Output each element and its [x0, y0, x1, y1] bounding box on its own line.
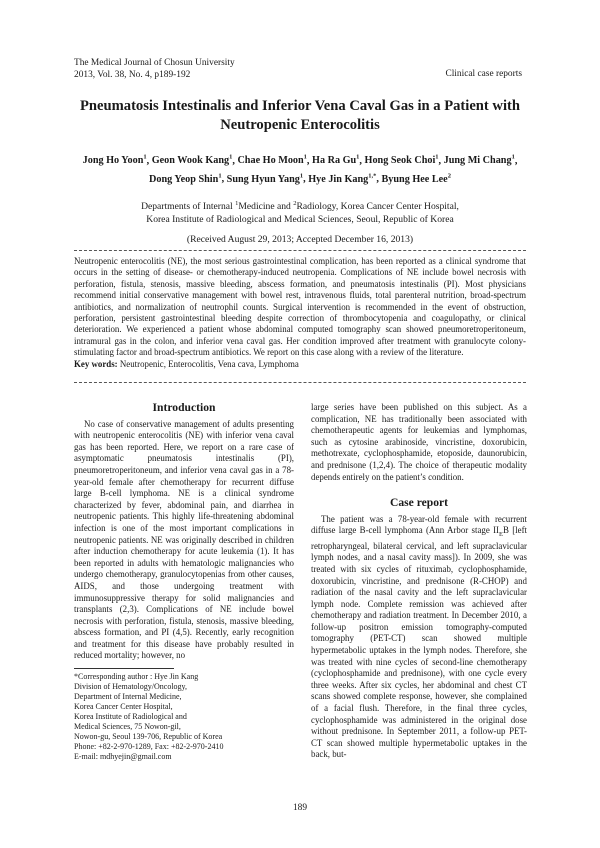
- author-affiliation-mark: 1: [299, 172, 304, 180]
- case-text-pre: The patient was a 78-year-old female with recurrent diffuse large B-cell lymphoma (Ann Arbor stage II: [311, 513, 527, 536]
- author-name: Geon Wook Kang$^1$: [151, 154, 233, 167]
- abstract-text: Neutropenic enterocolitis (NE), the most serious gastrointestinal complication, has been reported as a clinical syndrome that occurs in the setting of disease- or chemotherapy-induced neutropenia. Complications of NE include bowel necrosis with perforation, fistula, stenosis, massive bleeding, abscess formation, and pneumatosis intestinalis (PI). Most physicians recommend initial conservative management with bowel rest, intravenous fluids, total parenteral nutrition, broad-spectrum antibiotics, and normalization of neutrophil counts. Surgical intervention is recommended in the event of obstruction, perforation, persistent gastrointestinal bleeding despite correction of thrombocytopenia and coagulopathy, or clinical deterioration. We experienced a patient whose abdominal computed tomography scan showed pneumoretroperitoneum, intramural gas in the colon, and inferior vena caval gas. Her condition improved after treatment with granulocyte colony-stimulating factor and broad-spectrum antibiotics. We report on this case along with a review of the literature.: [74, 256, 526, 358]
- affiliation-mid: Medicine and: [238, 201, 294, 213]
- footnote-separator: [74, 668, 174, 669]
- case-report-heading: Case report: [389, 496, 449, 510]
- author-name: Jong Ho Yoon$^1$: [82, 154, 147, 167]
- author-affiliation-mark: 1: [303, 154, 307, 161]
- corresponding-author-footnote: *Corresponding author : Hye Jin Kang Division of Hematology/Oncology, Department of Internal Medicine, Korea Cancer Center Hospital, Korea Institute of Radiological and Medical Sciences, 75 Nowon-gil, Nowon-gu, Seoul 139-706, Republic of Korea Phone: +82-2-970-1289, Fax: +82-2-970-2410 E-mail: mdhyejin@gmail.com: [74, 672, 224, 761]
- keywords-text: Neutropenic, Enterocolitis, Vena cava, Lymphoma: [117, 358, 299, 369]
- author-affiliation-mark: 1: [435, 154, 439, 161]
- title-line-1: Pneumatosis Intestinalis and Inferior Vena Caval Gas in a Patient with: [79, 98, 521, 114]
- author-name: Hye Jin Kang$^{1,*}$: [308, 172, 377, 185]
- affiliation: [62, 197, 538, 226]
- page-number: 189: [292, 803, 308, 813]
- stage-subscript: E: [499, 531, 503, 539]
- keywords-label: Key words:: [74, 358, 118, 369]
- author-affiliation-mark: 1: [356, 154, 360, 161]
- author-affiliation-mark: 2: [447, 172, 451, 180]
- affiliation-post: Radiology, Korea Cancer Center Hospital,: [296, 201, 459, 213]
- author-affiliation-mark: 1,*: [368, 172, 377, 180]
- journal-header: [74, 57, 235, 81]
- author-affiliation-mark: 1: [143, 154, 147, 161]
- case-text-post: B [left retropharyngeal, bilateral cervical, and left supraclavicular lymph nodes, and a nasal cavity mass]). In 2009, she was treated with six cycles of rituximab, cyclophosphamide, doxorubicin, vincristine, and prednisone (R-CHOP) and radiation of the nasal cavity and the left supraclavicular lymph node. Complete remission was achieved after chemotherapy and radiation treatment. In December 2010, a follow-up positron emission tomography-computed tomography (PET-CT) scan showed multiple hypermetabolic uptakes in the lymph nodes. Therefore, she was treated with nine cycles of second-line chemotherapy (cyclophosphamide and prednisone), with one cycle every three weeks. After six cycles, her abdominal and chest CT scans showed complete response, however, she complained of a facial flush. Therefore, in the final three cycles, cyclophosphamide was administered in the original dose without prednisone. In September 2011, a follow-up PET-CT scan showed multiple hypermetabolic uptakes in the back, but-: [311, 525, 527, 760]
- affiliation-line-1: Departments of Internal $^1$Medicine and $^2$Radiology, Korea Cancer Center Hospital,: [141, 200, 459, 213]
- affiliation-line-2: Korea Institute of Radiological and Medical Sciences, Seoul, Republic of Korea: [146, 214, 454, 226]
- received-date: (Received August 29, 2013; Accepted December 16, 2013): [186, 234, 414, 245]
- journal-volume: 2013, Vol. 38, No. 4, p189-192: [74, 70, 191, 80]
- author-name: Jung Mi Chang$^1$: [443, 154, 515, 167]
- paper-title: [60, 97, 540, 135]
- title-line-2: Neutropenic Enterocolitis: [220, 117, 380, 133]
- author-list: Jong Ho Yoon$^1$, Geon Wook Kang$^1$, Chae Ho Moon$^1$, Ha Ra Gu$^1$, Hong Seok Choi$^1$, Jung Mi Chang$^1$, Dong Yeop Shin$^1$, Sung Hyun Yang$^1$, Hye Jin Kang$^{1,*}$, Byung Hee Lee$^2$: [82, 154, 518, 185]
- abstract: [74, 256, 526, 370]
- author-name: Sung Hyun Yang$^1$: [226, 172, 304, 185]
- right-column: [311, 402, 527, 761]
- author-name: Dong Yeop Shin$^1$: [149, 172, 222, 185]
- affiliation-pre: Departments of Internal: [141, 201, 236, 213]
- divider-top: [74, 250, 526, 251]
- introduction-text: No case of conservative management of adults presenting with neutropenic enterocolitis (NE) with inferior vena caval gas has been reported. Here, we report on a rare case of asymptomatic pneumatosis intestinalis (PI), pneumoretroperitoneum, and inferior vena caval gas in a 78-year-old female after chemotherapy for recurrent diffuse large B-cell lymphoma. NE is a clinical syndrome characterized by fever, abdominal pain, and diarrhea in neutropenic patients. This highly life-threatening abdominal infection is one of the most important complications in neutropenic patients. NE was originally described in children after induction chemotherapy for acute leukemia (1). It has been reported in adults with hematologic malignancies who undergo chemotherapy, granulocytopenias from other causes, AIDS, and those undergoing treatment with immunosuppressive therapy for solid malignancies and transplants (2,3). Complications of NE include bowel necrosis with perforation, fistula, stenosis, massive bleeding, abscess formation, and PI (4,5). Recently, early recognition and treatment for this disease have probably resulted in reduced mortality; however, no: [74, 418, 294, 661]
- author-name: Chae Ho Moon$^1$: [237, 154, 307, 167]
- author-affiliation-mark: 1: [218, 172, 222, 180]
- author-name: Byung Hee Lee$^2$: [381, 172, 451, 185]
- keywords: [74, 359, 526, 370]
- article-type: Clinical case reports: [445, 69, 522, 79]
- author-affiliation-mark: 1: [229, 154, 233, 161]
- introduction-continued: large series have been published on this subject. As a complication, NE has traditionally been associated with chemotherapeutic agents for leukemias and lymphomas, such as cytosine arabinoside, vincristine, doxorubicin, methotrexate, cyclophosphamide, etoposide, daunorubicin, and prednisone (1,2,4). The choice of therapeutic modality depends entirely on the patient’s condition.: [311, 402, 527, 482]
- case-report-text: [311, 514, 527, 761]
- journal-name: The Medical Journal of Chosun University: [74, 58, 235, 68]
- author-name: Hong Seok Choi$^1$: [364, 154, 439, 167]
- introduction-heading: Introduction: [152, 401, 216, 414]
- left-column: [74, 402, 294, 662]
- divider-bottom: [74, 382, 526, 383]
- author-affiliation-mark: 1: [511, 154, 515, 161]
- author-name: Ha Ra Gu$^1$: [312, 154, 360, 167]
